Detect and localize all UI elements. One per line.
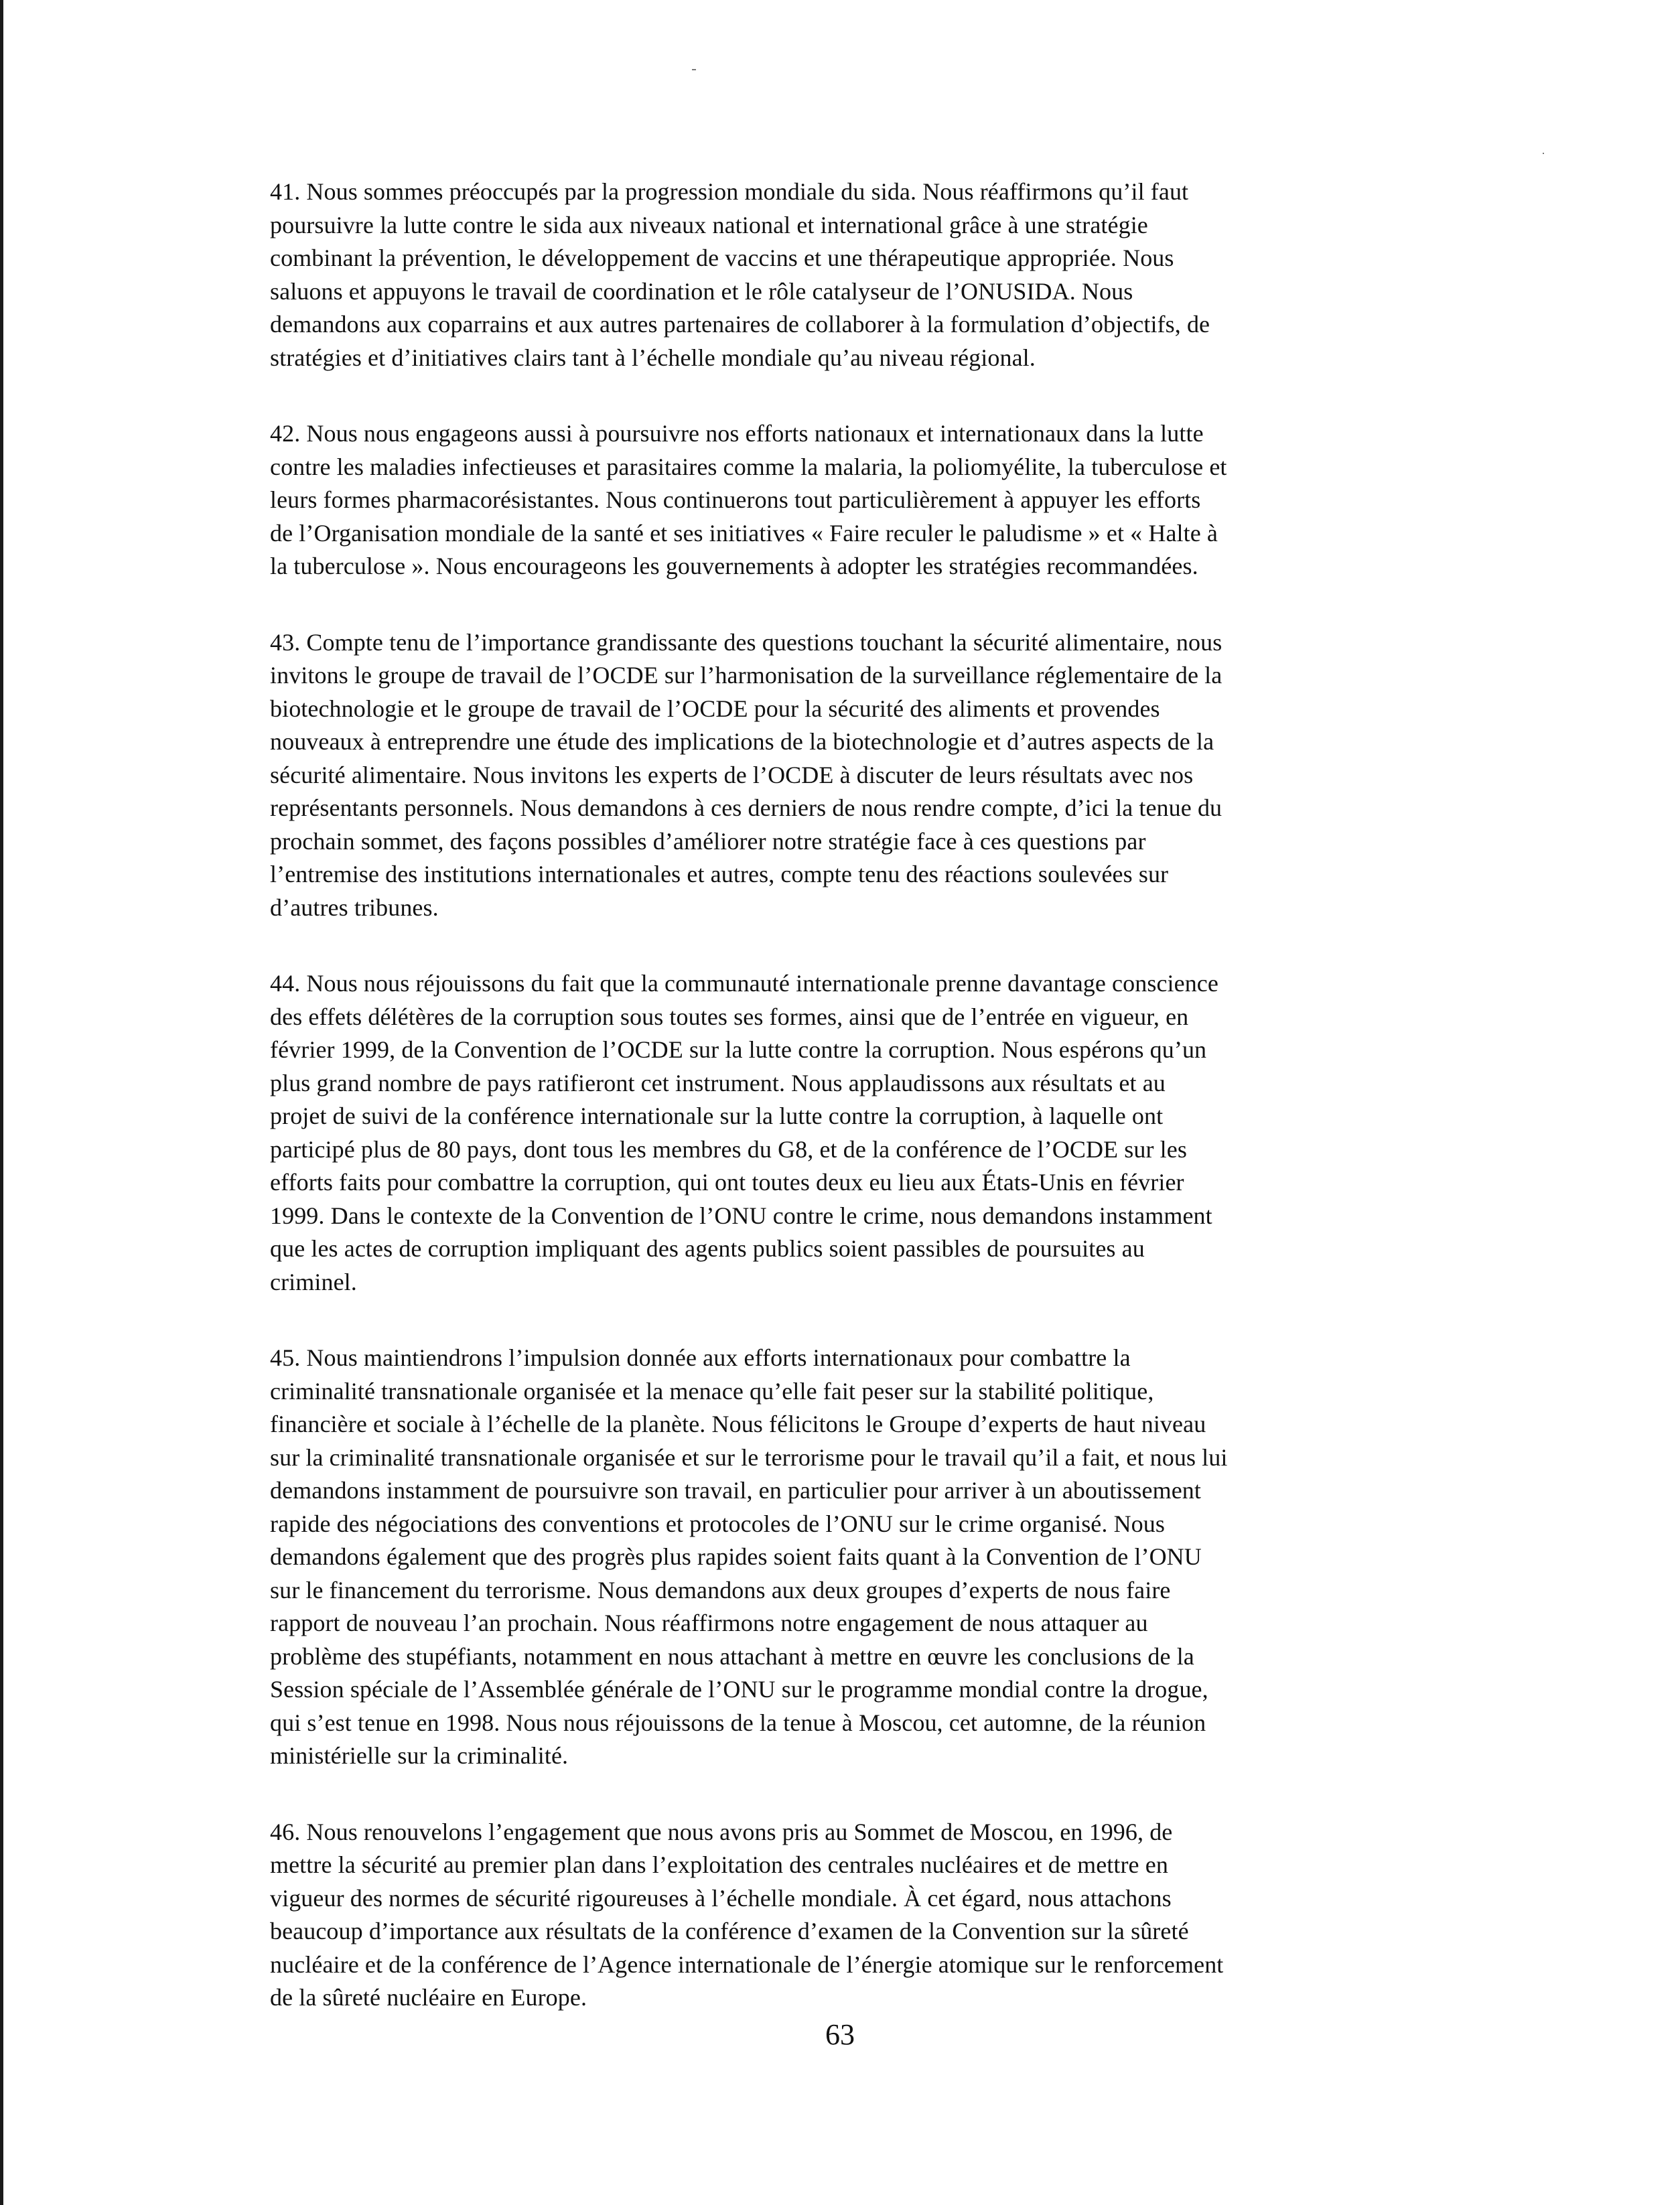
scan-speck	[692, 69, 696, 70]
text-line: projet de suivi de la conférence internationale sur la lutte contre la corruption, à laquelle ont	[270, 1102, 1164, 1129]
text-line: février 1999, de la Convention de l’OCDE sur la lutte contre la corruption. Nous espérons qu’un	[270, 1036, 1207, 1063]
paragraph-44	[270, 967, 1422, 1299]
paragraph-46	[270, 1816, 1422, 2015]
text-line: 42. Nous nous engageons aussi à poursuivre nos efforts nationaux et internationaux dans la lutte	[270, 420, 1204, 447]
text-line: qui s’est tenue en 1998. Nous nous réjouissons de la tenue à Moscou, cet automne, de la réunion	[270, 1709, 1206, 1736]
text-line: 43. Compte tenu de l’importance grandissante des questions touchant la sécurité alimentaire, nous	[270, 628, 1222, 656]
text-line: demandons également que des progrès plus rapides soient faits quant à la Convention de l’ONU	[270, 1543, 1202, 1570]
text-line: stratégies et d’initiatives clairs tant à l’échelle mondiale qu’au niveau régional.	[270, 344, 1036, 371]
text-line: de la sûreté nucléaire en Europe.	[270, 1984, 587, 2011]
text-line: vigueur des normes de sécurité rigoureuses à l’échelle mondiale. À cet égard, nous attachons	[270, 1884, 1172, 1912]
text-line: mettre la sécurité au premier plan dans l’exploitation des centrales nucléaires et de mettre en	[270, 1851, 1168, 1878]
text-line: l’entremise des institutions internationales et autres, compte tenu des réactions soulevées sur	[270, 861, 1169, 887]
text-line: combinant la prévention, le développement de vaccins et une thérapeutique appropriée. Nous	[270, 244, 1174, 271]
text-line: invitons le groupe de travail de l’OCDE sur l’harmonisation de la surveillance réglementaire de la	[270, 662, 1222, 689]
text-line: leurs formes pharmacorésistantes. Nous continuerons tout particulièrement à appuyer les efforts	[270, 486, 1201, 513]
page-number: 63	[825, 2018, 855, 2051]
text-line: contre les maladies infectieuses et parasitaires comme la malaria, la poliomyélite, la tuberculose et	[270, 453, 1227, 480]
text-line: Session spéciale de l’Assemblée générale de l’ONU sur le programme mondial contre la drogue,	[270, 1676, 1208, 1703]
text-line: sécurité alimentaire. Nous invitons les experts de l’OCDE à discuter de leurs résultats avec nos	[270, 761, 1194, 788]
text-line: 1999. Dans le contexte de la Convention de l’ONU contre le crime, nous demandons instamment	[270, 1202, 1212, 1229]
document-page	[270, 175, 1422, 2058]
text-line: beaucoup d’importance aux résultats de la conférence d’examen de la Convention sur la sûreté	[270, 1918, 1189, 1944]
text-line: demandons aux coparrains et aux autres partenaires de collaborer à la formulation d’objectifs, de	[270, 311, 1210, 338]
text-line: financière et sociale à l’échelle de la planète. Nous félicitons le Groupe d’experts de haut niveau	[270, 1411, 1206, 1437]
paragraph-45	[270, 1342, 1422, 1773]
paragraph-42	[270, 417, 1422, 583]
text-line: d’autres tribunes.	[270, 894, 439, 921]
text-line: nouveaux à entreprendre une étude des implications de la biotechnologie et d’autres aspects de la	[270, 728, 1214, 755]
text-line: 45. Nous maintiendrons l’impulsion donnée aux efforts internationaux pour combattre la	[270, 1344, 1131, 1371]
text-line: demandons instamment de poursuivre son travail, en particulier pour arriver à un aboutissement	[270, 1477, 1202, 1504]
paragraph-41	[270, 175, 1422, 374]
text-line: de l’Organisation mondiale de la santé et ses initiatives « Faire reculer le paludisme » et « Halte à	[270, 519, 1218, 547]
text-line: participé plus de 80 pays, dont tous les membres du G8, et de la conférence de l’OCDE sur les	[270, 1135, 1187, 1163]
text-line: sur le financement du terrorisme. Nous demandons aux deux groupes d’experts de nous faire	[270, 1576, 1171, 1604]
text-line: que les actes de corruption impliquant des agents publics soient passibles de poursuites au	[270, 1235, 1145, 1262]
text-line: plus grand nombre de pays ratifieront cet instrument. Nous applaudissons aux résultats et au	[270, 1069, 1166, 1096]
text-line: criminalité transnationale organisée et la menace qu’elle fait peser sur la stabilité politique,	[270, 1377, 1154, 1405]
text-line: 46. Nous renouvelons l’engagement que nous avons pris au Sommet de Moscou, en 1996, de	[270, 1818, 1173, 1845]
text-line: efforts faits pour combattre la corruption, qui ont toutes deux eu lieu aux États-Unis en février	[270, 1169, 1184, 1196]
text-line: prochain sommet, des façons possibles d’améliorer notre stratégie face à ces questions par	[270, 827, 1146, 855]
text-line: biotechnologie et le groupe de travail de l’OCDE pour la sécurité des aliments et provendes	[270, 695, 1160, 722]
text-line: poursuivre la lutte contre le sida aux niveaux national et international grâce à une stratégie	[270, 211, 1148, 238]
text-line: ministérielle sur la criminalité.	[270, 1742, 569, 1769]
text-line: 44. Nous nous réjouissons du fait que la communauté internationale prenne davantage conscience	[270, 970, 1218, 997]
text-line: criminel.	[270, 1268, 357, 1295]
text-line: saluons et appuyons le travail de coordination et le rôle catalyseur de l’ONUSIDA. Nous	[270, 277, 1133, 305]
text-line: rapide des négociations des conventions et protocoles de l’ONU sur le crime organisé. Nous	[270, 1510, 1165, 1537]
paragraph-43	[270, 626, 1422, 925]
text-line: des effets délétères de la corruption sous toutes ses formes, ainsi que de l’entrée en vigueur, en	[270, 1003, 1189, 1030]
scan-left-edge	[0, 0, 3, 2205]
text-line: sur la criminalité transnationale organisée et sur le terrorisme pour le travail qu’il a fait, et nous lui	[270, 1443, 1228, 1471]
text-line: rapport de nouveau l’an prochain. Nous réaffirmons notre engagement de nous attaquer au	[270, 1610, 1148, 1636]
text-line: représentants personnels. Nous demandons à ces derniers de nous rendre compte, d’ici la tenue du	[270, 794, 1222, 821]
text-line: la tuberculose ». Nous encourageons les gouvernements à adopter les stratégies recommandées.	[270, 553, 1198, 579]
text-line: problème des stupéfiants, notamment en nous attachant à mettre en œuvre les conclusions de la	[270, 1642, 1194, 1670]
text-line: nucléaire et de la conférence de l’Agence internationale de l’énergie atomique sur le renforcement	[270, 1950, 1224, 1978]
scan-speck	[1543, 153, 1544, 154]
text-line: 41. Nous sommes préoccupés par la progression mondiale du sida. Nous réaffirmons qu’il faut	[270, 178, 1189, 205]
